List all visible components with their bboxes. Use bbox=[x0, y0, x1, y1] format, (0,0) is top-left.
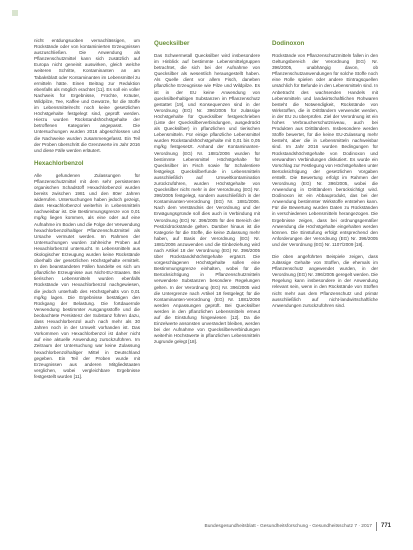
section-heading-dodinoxon: Dodinoxon bbox=[272, 40, 305, 47]
section-heading-hexachlorbenzol: Hexachlorbenzol bbox=[34, 159, 84, 167]
section-heading-quecksilber: Quecksilber bbox=[154, 40, 190, 47]
paragraph: Das Schwermetall Quecksilber wird insbesondere im Hinblick auf bestimmte Lebensmittelgruppen betrachtet, die sich bei der Aufnahme von Quecksilber als wesentlich herausgestellt haben. Als Quelle dient vor allem Fisch, daneben pflanzliche Erzeugnisse wie Pilze und Wildpilze. Es ist in der EU keine Anwendung von quecksilberhaltigen Substanzen im Pflanzenschutz gestattet [19], und Konsequenzen sind in der Verordnung (EG) Nr. 396/2005 für zulässige Höchstgehalte für Quecksilber festgeschrieben (Liste der Quecksilberverbindungen, ausgedrückt als Quecksilber) in pflanzlichen und tierischen Lebensmitteln. Für einige pflanzliche Lebensmittel wurden Rückstandshöchstgehalte mit 0,01 bis 0,05 mg/kg festgesetzt. Anhand der Kontaminanten-Verordnung (EG) Nr. 1881/2006 wurden für bestimmte Lebensmittel Höchstgehalte für Quecksilber im Fisch sowie für Schalentiere festgelegt. Quecksilberfunde in Lebensmitteln ausschließlich auf Umweltkontamination zurückzuführen, wurden Höchstgehalte von Quecksilber nicht mehr in der Verordnung (EG) Nr. 396/2005 festgelegt, sondern ausschließlich in der Kontaminanten-Verordnung (EG) Nr. 1881/2006. Nach dem Verständnis der Verordnung und der Erwägungsgründe soll dies auch in Verbindung mit Verordnung (EG) Nr. 396/2005 für den Bereich der Pestizidrückstände gelten. Darüber hinaus ist die Kategorie für die Stoffe, die keine Zulassung mehr haben, auf Basis der Verordnung (EG) Nr. 1881/2006 anzuwenden und die Einbeziehung wird nach Artikel 18 der Verordnung (EG) Nr. 396/2005 über Rückstandshöchstgehalte ergänzt. Die vorgeschlagenen Höchstgehalte sollen eine Bestimmungsgrenze einhalten, wobei für die Berücksichtigung in Pflanzenschutzmitteln verwendete Substanzen besondere Regelungen gelten. In der Verordnung (EG) Nr. 396/2005 wird die Untergrenze nach Artikel 18 festgelegt; für die Kontaminanten-Verordnung (EG) Nr. 1881/2006 werden Anpassungen geprüft. Bei Quecksilber werden in den pflanzlichen Lebensmitteln erneut auf die Einstufung hingewiesen [12]. Da die Einzelwerte ansonsten unverändert bleiben, werden bei der Aufnahme von Quecksilberverbindungen weiterhin Höchstwerte in pflanzlichen Lebensmitteln zugrunde gelegt [18]. bbox=[154, 53, 260, 345]
text-column-right bbox=[272, 40, 378, 490]
page-corner-marker bbox=[12, 10, 18, 16]
paragraph: Die oben angeführten Beispiele zeigen, dass zulässige Gehalte von Stoffen, die ehemals im Pflanzenschutz angewendet wurden, in der Verordnung (EG) Nr. 396/2005 geregelt werden. Die Regelung kann insbesondere in der Anwendung relevant sein, wenn in den Rückstände von Stoffen nicht mehr aus dem Pflanzenschutz und primär ausschließlich auf nicht-landwirtschaftliche Anwendungen zurückzuführen sind. bbox=[272, 254, 378, 308]
page-number: 771 bbox=[380, 523, 391, 529]
text-column-middle bbox=[154, 40, 260, 490]
paragraph: Rückstände von Pflanzenschutzmitteln fallen in den Geltungsbereich der Verordnung (EG) Nr. 396/2005, unabhängig davon, ob Pflanzenschutzanwendungen für solche Stoffe noch eine Rolle spielen oder andere Eintragsquellen ursächlich für Befunde in den Lebensmitteln sind. In Anbetracht des wachsenden Handels mit Lebensmitteln und landwirtschaftlichen Rohwaren besteht die Notwendigkeit, Rückstände von Wirkstoffen, die in Drittländern verwendet werden, in der EU zu überprüfen. Ziel der Verordnung ist ein hohes Verbraucherschutzniveau, auch bei Produkten aus Drittländern. Insbesondere werden Stoffe bewertet, für die keine EU-Zulassung mehr besteht, aber die in Lebensmitteln nachweisbar sind. Im Jahr 2016 wurden Bedingungen für Rückstandshöchstgehalte von Dodinoxon und verwandten Verbindungen diskutiert. Es wurde ein Vorschlag zur Festlegung von Höchstgehalten unter Berücksichtigung der gesetzlichen Vorgaben erstellt. Die Bewertung erfolgt im Rahmen der Verordnung (EG) Nr. 396/2005, wobei die Anwendung in Drittländern berücksichtigt wird. Dodinoxon ist ein Abbauprodukt, das bei der Anwendung bestimmter Wirkstoffe entstehen kann. Für die Bewertung wurden Daten zu Rückständen in verschiedenen Lebensmitteln herangezogen. Die Ergebnisse zeigen, dass bei ordnungsgemäßer Anwendung die Höchstgehalte eingehalten werden können. Die Einstufung erfolgt entsprechend den Anforderungen der Verordnung (EG) Nr. 396/2005 und der Verordnung (EG) Nr. 1107/2009 [18]. bbox=[272, 53, 378, 247]
page-footer bbox=[205, 520, 391, 532]
footer-divider bbox=[376, 522, 377, 531]
journal-citation: Bundesgesundheitsblatt - Gesundheitsforschung - Gesundheitsschutz 7 · 2017 bbox=[204, 523, 372, 529]
text-column-left bbox=[34, 38, 140, 488]
paragraph: Alle gefundenen Zulassungen für Pflanzenschutzmittel mit dem sehr persistenten organischen Schadstoff Hexachlorbenzol wurden bereits zwischen 1981 und den 80er Jahren widerrufen. Untersuchungen haben jedoch gezeigt, dass Hexachlorbenzol weiterhin in Lebensmitteln nachweisbar ist. Die Bestimmungsgrenze von 0,01 mg/kg liegen kommen, als eine oder auf eine Aufnahme im Boden und die Folge der Verwendung hexachlorbenzolhaltiger Pflanzenschutzmittel als Ursache vermutet werden. Im Rahmen der Untersuchungen wurden zahlreiche Proben auf Hexachlorbenzol untersucht. In Lebensmitteln aus ökologischer Erzeugung wurden keine Rückstände oberhalb der gesetzlichen Höchstgehalte ermittelt. In den beanstandeten Fällen handelte es sich um pflanzliche Erzeugnisse aus Nicht-EU-Staaten. Bei tierischen Lebensmitteln wurden ebenfalls Rückstände von Hexachlorbenzol nachgewiesen, die jedoch unterhalb des Höchstgehalts von 0,01 mg/kg lagen. Die Ergebnisse bestätigen den Rückgang der Belastung. Die fortdauernde Verwendung bestimmter Ausgangsstoffe und die beobachtete Persistenz der Substanz führen dazu, dass Hexachlorbenzol auch nach mehr als 30 Jahren noch in der Umwelt vorhanden ist. Das Vorkommen von Hexachlorbenzol ist daher nicht auf eine aktuelle Anwendung zurückzuführen. Im Zeitraum der Untersuchung war keine Zulassung hexachlorbenzolhaltiger Mittel in Deutschland gegeben. Ein Teil der Proben wurde mit Erzeugnissen aus anderen Mitgliedstaaten verglichen, wobei vergleichbare Ergebnisse festgestellt wurden [11]. bbox=[34, 172, 140, 379]
paragraph: nicht entdungsuoben vernachlässigen, um Rückstände oder von kontaminierten Erzeugnissen auszuschließen. Die Anwendung als Pflanzenschutzmittel kann sich zusätzlich auf Europa nicht geneinit auswirken, gleich welche weiteren Schritte, Kontaminanten an am Tabaksblatt oder Kontaminanten im Lebensmittel zu ermitteln hätte. Einen Beitrag zur Reduktion ebenfalls als möglich erachtet [11]. Es soll ein voller Nachweis für Ergebnisse, Früchte, Kräuter, Wildpilze, Tee, Kaffee und Gewürze, für die Stoffe im Lebensmittelrecht noch keine gesetzlichen Höchstgehalte festgelegt sind, geprüft werden. Hierzu wurden Rückstandshöchstgehalte der betroffenen Kategorien angepasst. Die Untersuchungen wurden 2016 abgeschlossen und die Nachweise wurden zusammengefasst. Ein Teil der Proben überschritt die Grenzwerte im Jahr 2016 und diese Fälle werden erläutert. bbox=[34, 38, 140, 153]
